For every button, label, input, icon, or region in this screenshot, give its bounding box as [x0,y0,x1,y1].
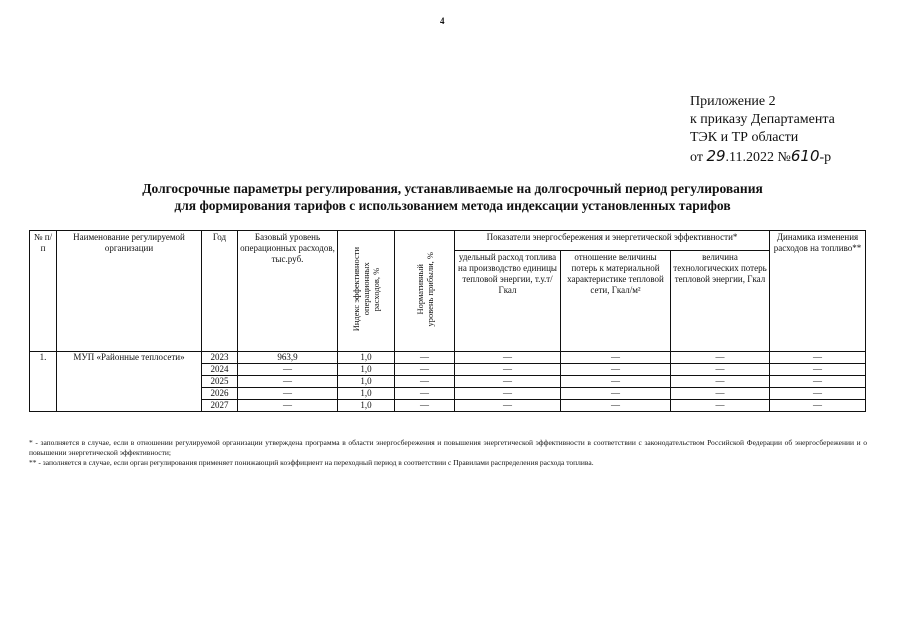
cell-year: 2023 [202,352,238,364]
date-day-handwritten: 29 [706,147,726,165]
cell-loss-ratio: — [561,388,671,400]
cell-dynamics: — [770,352,866,364]
header-tech-losses: величина технологических потерь тепловой энергии, Гкал [671,251,770,352]
cell-base: — [238,388,338,400]
date-rest: .11.2022 № [725,150,791,165]
cell-loss-ratio: — [561,376,671,388]
header-energy-group: Показатели энергосбережения и энергетической эффективности* [455,231,770,251]
org-number: 1. [30,352,57,412]
date-prefix: от [690,150,703,165]
cell-dynamics: — [770,364,866,376]
cell-tech-loss: — [671,388,770,400]
table-row [30,352,866,364]
cell-base: — [238,400,338,412]
cell-tech-loss: — [671,376,770,388]
header-org: Наименование регулируемой организации [57,231,202,352]
cell-profit: — [395,388,455,400]
table-header-row [30,231,866,251]
header-year: Год [202,231,238,352]
appendix-date-line [690,147,835,167]
cell-tech-loss: — [671,400,770,412]
cell-dynamics: — [770,400,866,412]
header-base-level: Базовый уровень операционных расходов, тыс.руб. [238,231,338,352]
cell-profit: — [395,400,455,412]
cell-profit: — [395,352,455,364]
cell-index: 1,0 [338,364,395,376]
cell-loss-ratio: — [561,400,671,412]
order-number-handwritten: 610 [790,147,820,165]
header-loss-ratio: отношение величины потерь к материальной характеристике тепловой сети, Гкал/м² [561,251,671,352]
cell-index: 1,0 [338,388,395,400]
cell-loss-ratio: — [561,352,671,364]
title-line-2: для формирования тарифов с использованием метода индексации установленных тарифов [174,198,731,213]
cell-base: 963,9 [238,352,338,364]
cell-dynamics: — [770,376,866,388]
org-name: МУП «Районные теплосети» [57,352,202,412]
cell-year: 2025 [202,376,238,388]
cell-dynamics: — [770,388,866,400]
cell-fuel: — [455,400,561,412]
cell-year: 2024 [202,364,238,376]
cell-fuel: — [455,352,561,364]
cell-fuel: — [455,364,561,376]
header-num: № п/п [30,231,57,352]
cell-fuel: — [455,376,561,388]
cell-tech-loss: — [671,364,770,376]
cell-index: 1,0 [338,376,395,388]
footnote-fuel-coefficient: ** - заполняется в случае, если орган регулирования применяет понижающий коэффициент на переходный период в соответствии с Правилами распределения расхода топлива. [29,458,594,467]
cell-profit: — [395,364,455,376]
footnotes [29,438,867,468]
title-line-1: Долгосрочные параметры регулирования, устанавливаемые на долгосрочный период регулирования [142,181,763,196]
cell-index: 1,0 [338,352,395,364]
cell-profit: — [395,376,455,388]
parameters-table [29,230,866,412]
cell-base: — [238,376,338,388]
cell-year: 2027 [202,400,238,412]
cell-base: — [238,364,338,376]
footnote-energy-program: * - заполняется в случае, если в отношении регулируемой организации утверждена программа в области энергосбережения и повышения энергетической эффективности в соответствии с законодательством Российской Федерации об энергосбережении и о повышении энергетической эффективности; [29,438,867,457]
header-fuel-dynamics: Динамика изменения расходов на топливо** [770,231,866,352]
cell-loss-ratio: — [561,364,671,376]
order-suffix: -р [819,150,832,165]
cell-tech-loss: — [671,352,770,364]
appendix-line-2: к приказу Департамента [690,112,835,127]
header-efficiency-index: Индекс эффективности операционных расходов, % [338,231,395,352]
header-profit-level: Нормативный уровень прибыли, % [395,231,455,352]
appendix-block [690,93,835,167]
page-number: 4 [440,16,445,26]
cell-index: 1,0 [338,400,395,412]
document-title [0,180,905,214]
appendix-line-1: Приложение 2 [690,94,776,109]
cell-year: 2026 [202,388,238,400]
appendix-line-3: ТЭК и ТР области [690,130,799,145]
cell-fuel: — [455,388,561,400]
header-fuel-consumption: удельный расход топлива на производство единицы тепловой энергии, т.у.т/Гкал [455,251,561,352]
